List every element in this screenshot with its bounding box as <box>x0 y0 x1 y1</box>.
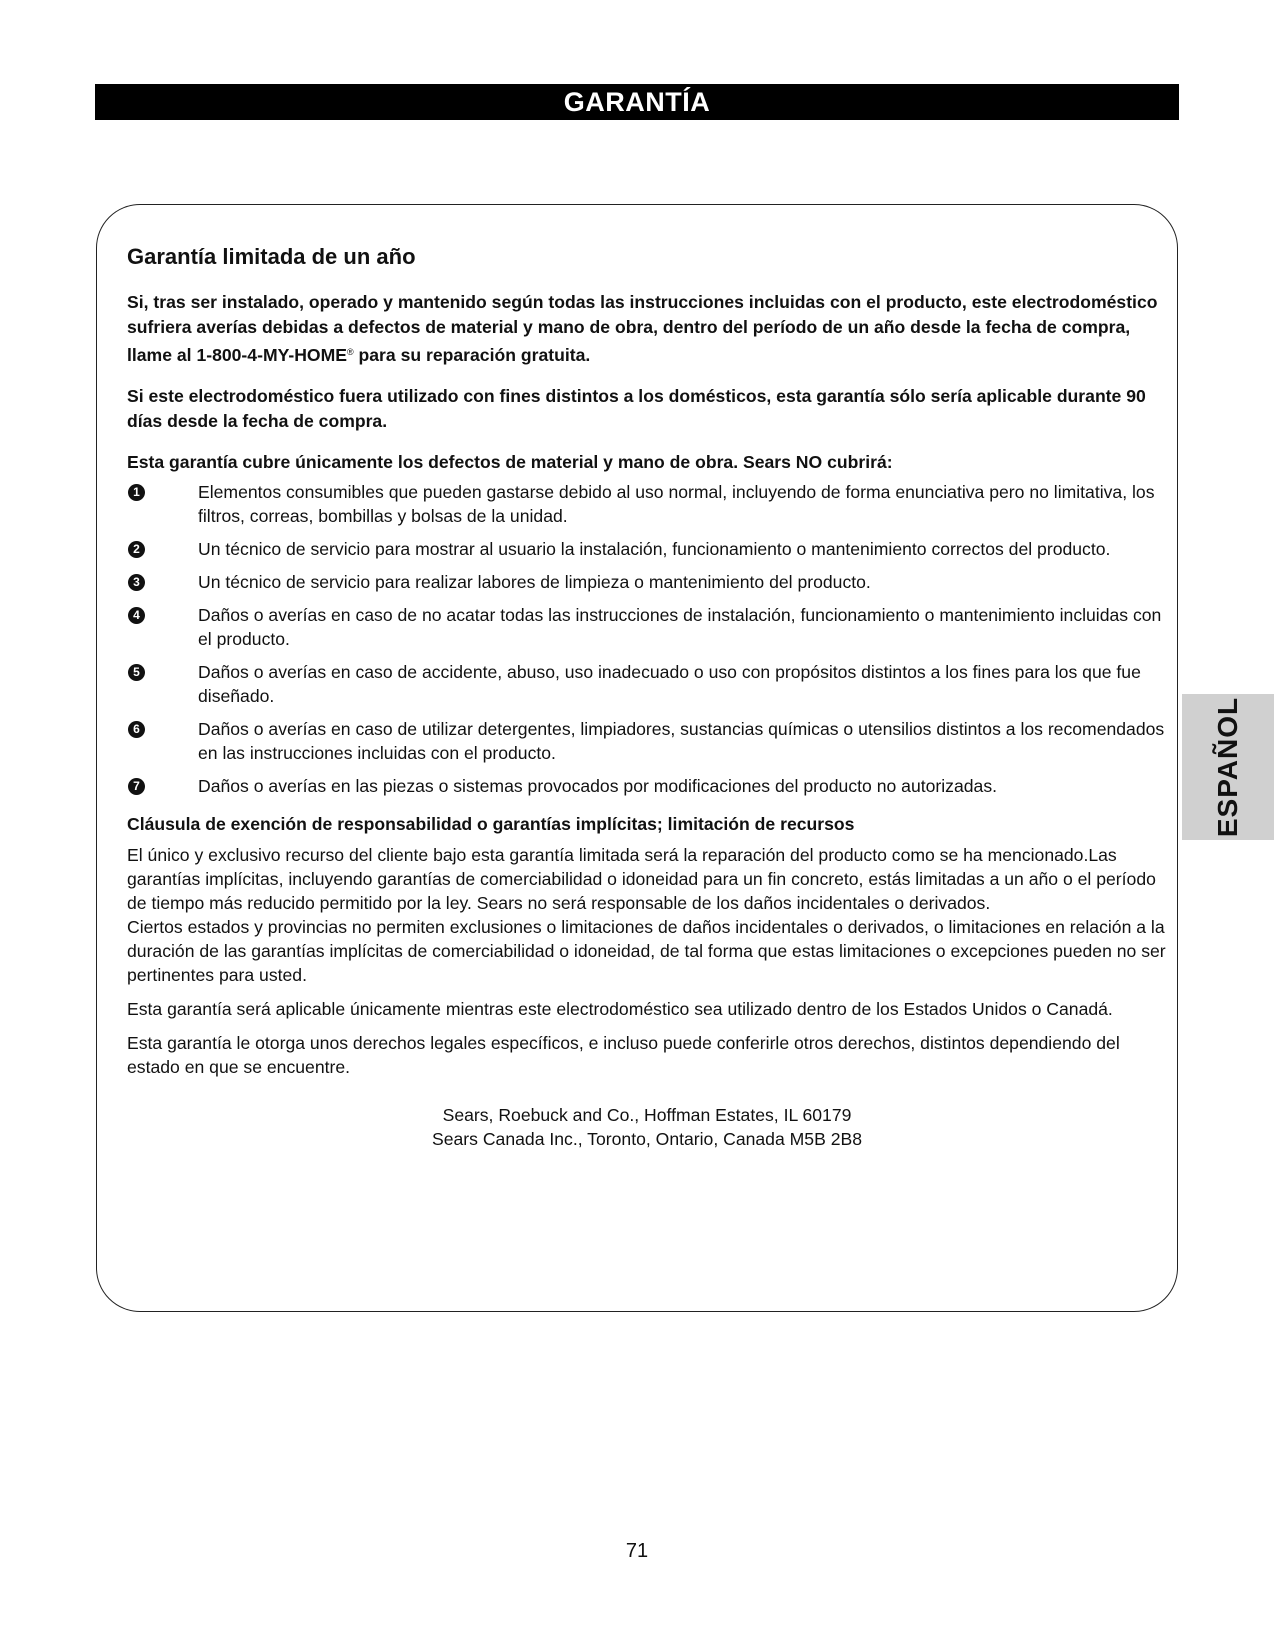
list-item-text: Daños o averías en caso de no acatar todas las instrucciones de instalación, funcionamiento o mantenimiento incluidas con el producto. <box>198 605 1162 649</box>
intro-text-end: para su reparación gratuita. <box>353 345 591 365</box>
list-item-text: Un técnico de servicio para mostrar al usuario la instalación, funcionamiento o mantenimiento correctos del producto. <box>198 539 1111 559</box>
number-badge-icon: 3 <box>128 574 145 591</box>
territory-paragraph: Esta garantía será aplicable únicamente mientras este electrodoméstico sea utilizado dentro de los Estados Unidos o Canadá. <box>127 999 1113 1019</box>
list-item <box>127 570 1167 594</box>
commercial-use-note: Si este electrodoméstico fuera utilizado con fines distintos a los domésticos, esta garantía sólo sería aplicable durante 90 días desde la fecha de compra. <box>127 386 1146 431</box>
list-item <box>127 537 1167 561</box>
number-badge-icon: 4 <box>128 607 145 624</box>
company-addresses <box>127 1103 1167 1151</box>
list-item <box>127 774 1167 798</box>
number-badge-icon: 7 <box>128 778 145 795</box>
list-item <box>127 717 1167 765</box>
disclaimer-paragraph-1: El único y exclusivo recurso del cliente bajo esta garantía limitada será la reparación del producto como se ha mencionado.Las garantías implícitas, incluyendo garantías de comerciabilidad o idoneidad para un fin concreto, estás limitadas a un año o el período de tiempo más reducido permitido por la ley. Sears no será responsable de los daños incidentales o derivados. <box>127 845 1156 913</box>
language-side-tab <box>1182 694 1274 840</box>
legal-rights-paragraph: Esta garantía le otorga unos derechos legales específicos, e incluso puede conferirle otros derechos, distintos dependiendo del estado en que se encuentre. <box>127 1033 1120 1077</box>
number-badge-icon: 1 <box>128 484 145 501</box>
number-badge-icon: 5 <box>128 664 145 681</box>
intro-text: Si, tras ser instalado, operado y mantenido según todas las instrucciones incluidas con el producto, este electrodoméstico sufriera averías debidas a defectos de material y mano de obra, dentro del período de un año desde la fecha de compra, llame al 1-800-4-MY-HOME <box>127 292 1158 365</box>
list-item-text: Un técnico de servicio para realizar labores de limpieza o mantenimiento del producto. <box>198 572 871 592</box>
warranty-intro <box>127 290 1167 368</box>
coverage-lead: Esta garantía cubre únicamente los defectos de material y mano de obra. Sears NO cubrirá: <box>127 452 893 472</box>
list-item <box>127 603 1167 651</box>
list-item-text: Daños o averías en caso de accidente, abuso, uso inadecuado o uso con propósitos distintos a los fines para los que fue diseñado. <box>198 662 1141 706</box>
page-number: 71 <box>625 1540 649 1562</box>
list-item <box>127 480 1167 528</box>
list-item-text: Elementos consumibles que pueden gastarse debido al uso normal, incluyendo de forma enunciativa pero no limitativa, los filtros, correas, bombillas y bolsas de la unidad. <box>198 482 1155 526</box>
list-item-text: Daños o averías en las piezas o sistemas provocados por modificaciones del producto no autorizadas. <box>198 776 998 796</box>
number-badge-icon: 6 <box>128 721 145 738</box>
disclaimer-paragraph-2: Ciertos estados y provincias no permiten exclusiones o limitaciones de daños incidentales o derivados, o limitaciones en relación a la duración de las garantías implícitas de comerciabilidad o idoneidad, de tal forma que estas limitaciones o excepciones pueden no ser pertinentes para usted. <box>127 917 1166 985</box>
warranty-content <box>127 244 1167 1151</box>
registered-mark: ® <box>347 347 354 357</box>
list-item-text: Daños o averías en caso de utilizar detergentes, limpiadores, sustancias químicas o utensilios distintos a los recomendados en las instrucciones incluidas con el producto. <box>198 719 1165 763</box>
address-us: Sears, Roebuck and Co., Hoffman Estates, IL 60179 <box>442 1105 852 1125</box>
list-item <box>127 660 1167 708</box>
address-canada: Sears Canada Inc., Toronto, Ontario, Canada M5B 2B8 <box>432 1129 862 1149</box>
disclaimer-title: Cláusula de exención de responsabilidad o garantías implícitas; limitación de recursos <box>127 814 855 834</box>
warranty-title: Garantía limitada de un año <box>127 244 416 269</box>
number-badge-icon: 2 <box>128 541 145 558</box>
section-title: GARANTÍA <box>563 87 711 117</box>
section-header-bar <box>95 84 1179 120</box>
language-tab-label: ESPAÑOL <box>1212 696 1243 838</box>
exclusions-list <box>127 480 1167 798</box>
